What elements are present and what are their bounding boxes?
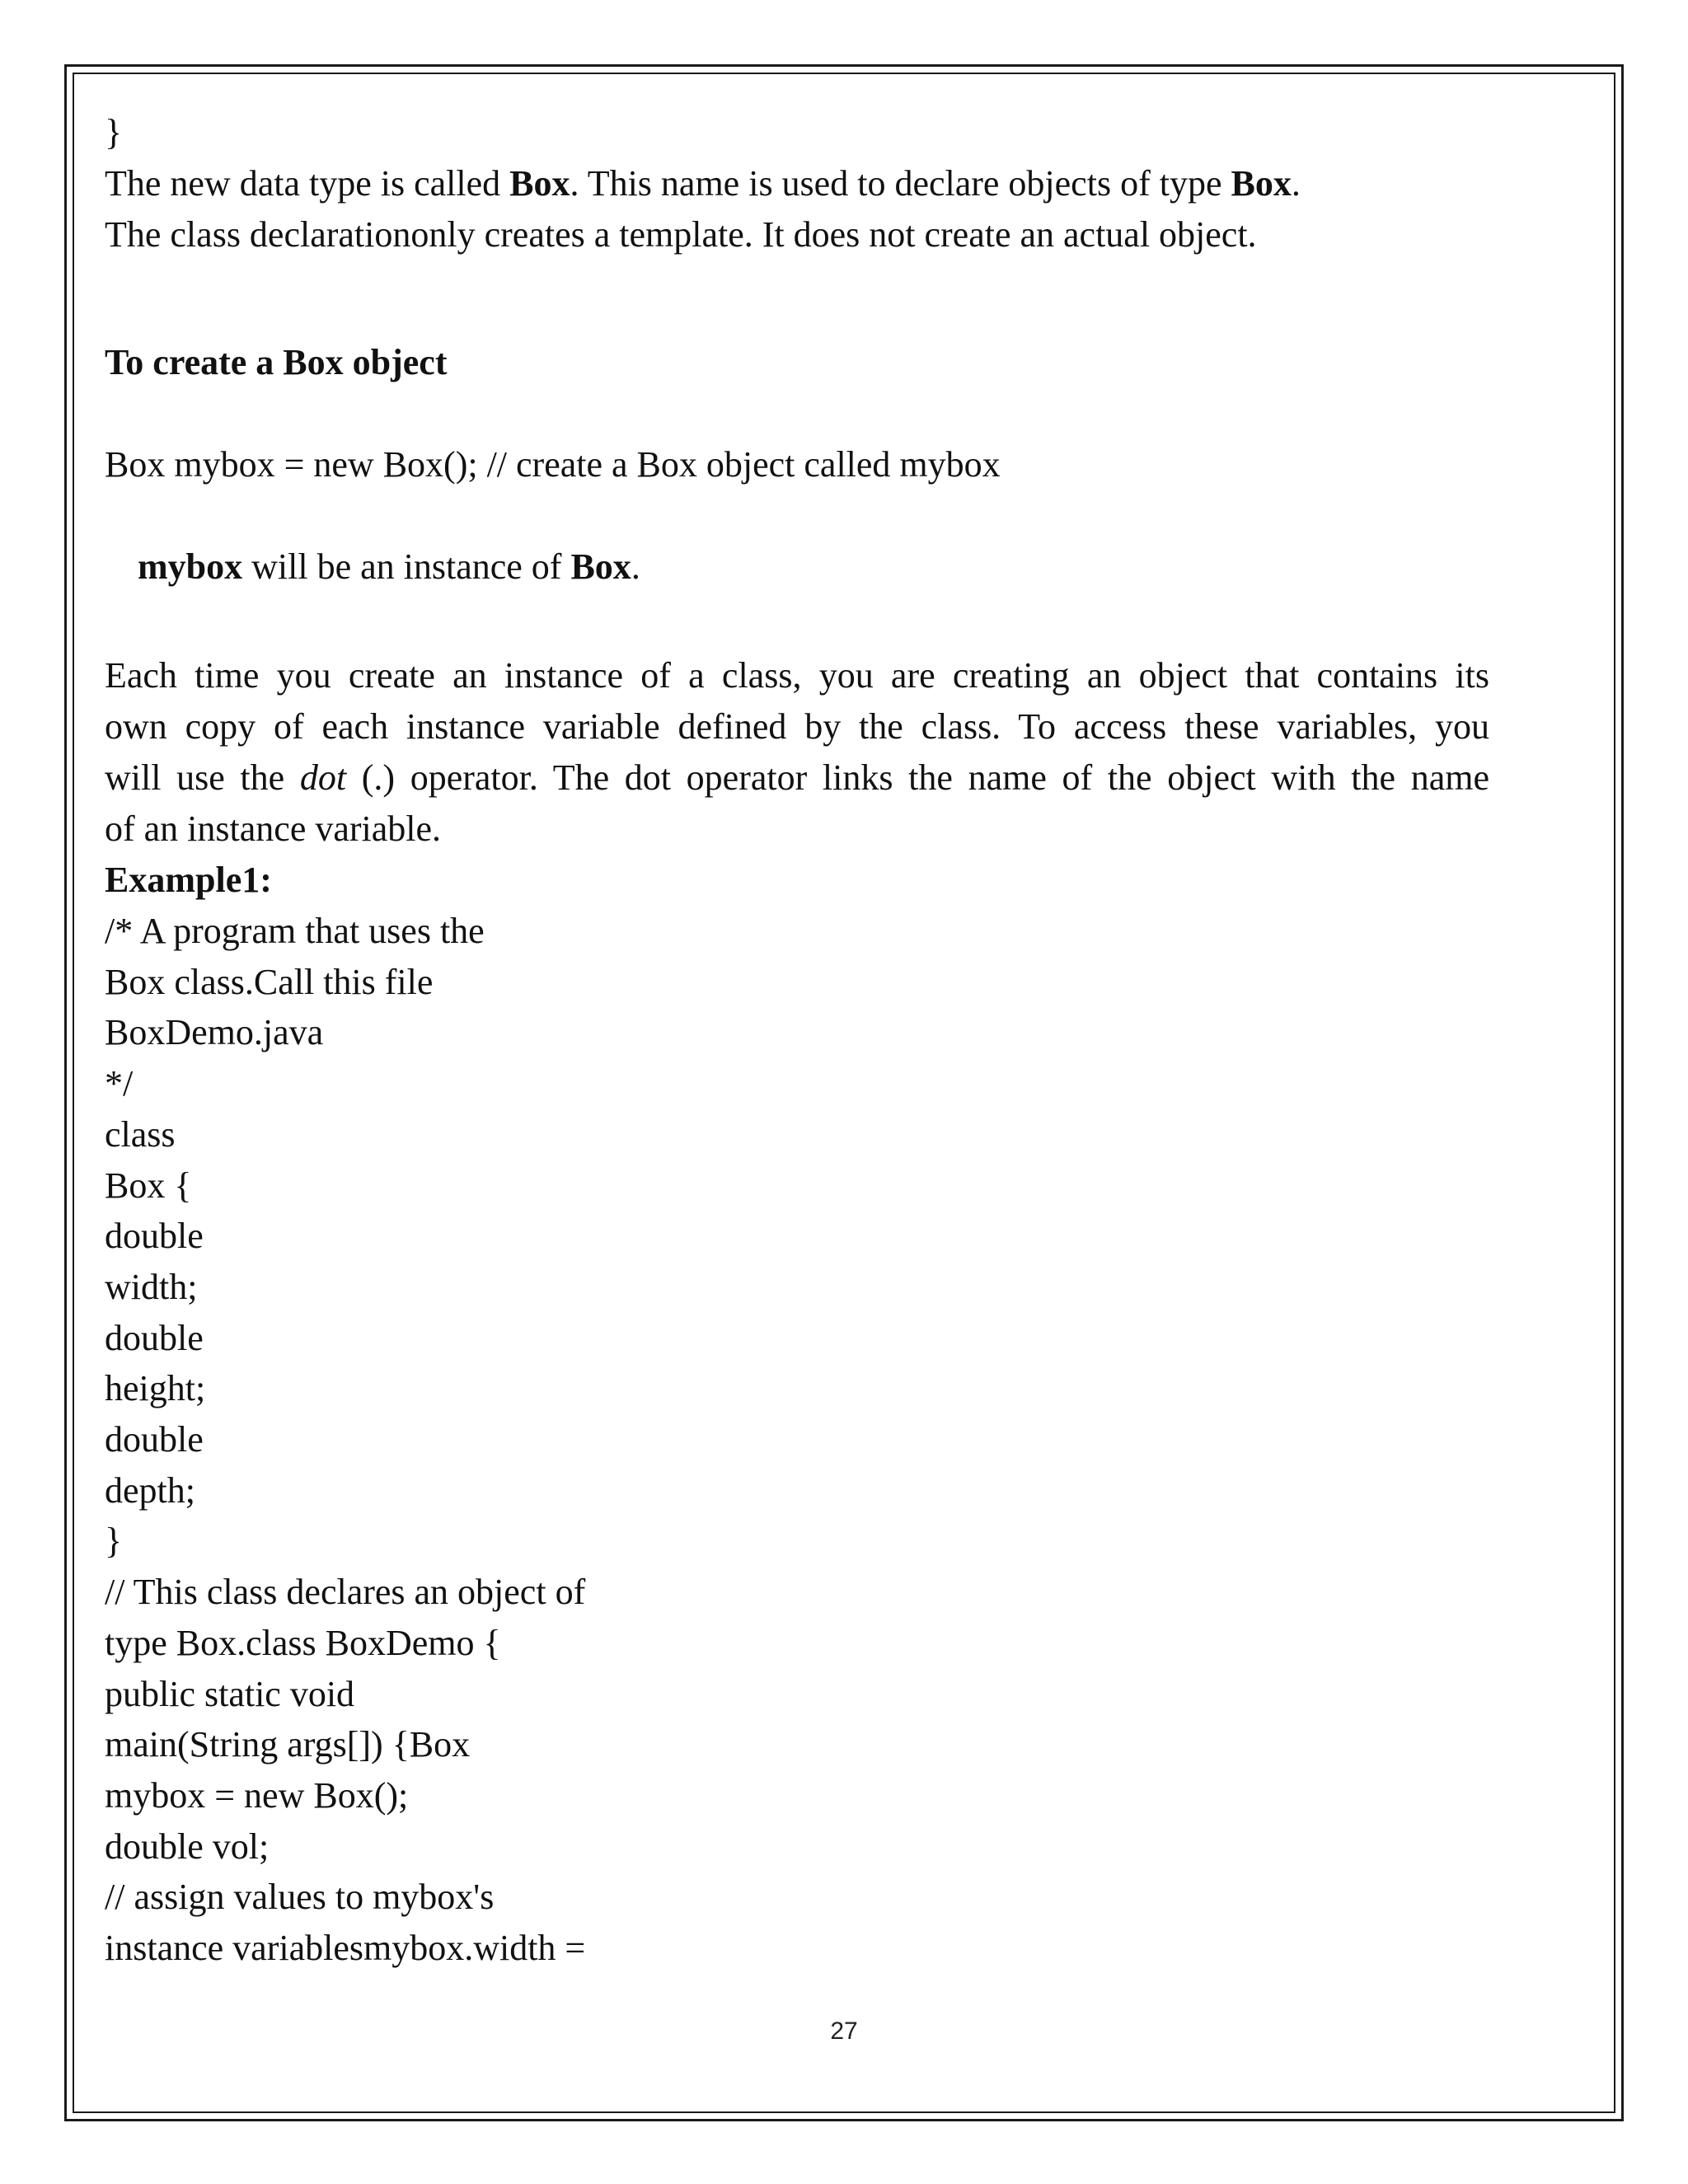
example-heading: Example1: xyxy=(105,860,272,900)
code-line: public static void xyxy=(105,1673,355,1714)
explanation-line-3-c: (.) operator. The dot operator links the name of the object with the name xyxy=(346,757,1489,798)
code-line: depth; xyxy=(105,1469,195,1511)
explanation-line-3 xyxy=(105,752,1489,804)
instance-note-mybox: mybox xyxy=(138,546,243,587)
code-line: width; xyxy=(105,1266,198,1307)
instance-note xyxy=(105,541,1489,593)
spacer xyxy=(105,593,1489,650)
instance-note-text: will be an instance of xyxy=(242,546,571,587)
page-content xyxy=(105,107,1489,1974)
code-line: double xyxy=(105,1317,204,1358)
intro-box-bold-2: Box xyxy=(1231,163,1292,204)
spacer xyxy=(105,490,1489,541)
intro-line-2: The class declarationonly creates a template. It does not create an actual object. xyxy=(105,214,1257,255)
code-line: */ xyxy=(105,1063,134,1104)
explanation-paragraph xyxy=(105,650,1489,855)
intro-text-e: . xyxy=(1291,163,1301,204)
explanation-line-3-a: will use the xyxy=(105,757,300,798)
code-line: double xyxy=(105,1419,204,1460)
code-line: instance variablesmybox.width = xyxy=(105,1928,586,1969)
code-line: } xyxy=(105,1521,123,1562)
spacer xyxy=(105,388,1489,439)
code-line: /* A program that uses the xyxy=(105,911,485,951)
code-line: Box class.Call this file xyxy=(105,961,434,1002)
explanation-line-1: Each time you create an instance of a class, you are creating an object that contains its xyxy=(105,655,1489,696)
instance-note-period: . xyxy=(631,546,640,587)
intro-line-1 xyxy=(105,158,1489,209)
code-block xyxy=(105,906,1489,1974)
code-line: type Box.class BoxDemo { xyxy=(105,1622,501,1663)
code-line: BoxDemo.java xyxy=(105,1012,324,1053)
code-line: class xyxy=(105,1113,176,1155)
intro-text-c: . This name is used to declare objects of type xyxy=(570,163,1231,204)
code-line: height; xyxy=(105,1368,206,1409)
code-line: double vol; xyxy=(105,1825,270,1867)
section-heading-create-box: To create a Box object xyxy=(105,342,448,382)
instance-note-box: Box xyxy=(570,546,631,587)
explanation-line-2: own copy of each instance variable defined by the class. To access these variables, you xyxy=(105,706,1489,747)
code-line: double xyxy=(105,1216,204,1257)
code-line: mybox = new Box(); xyxy=(105,1774,409,1816)
intro-box-bold-1: Box xyxy=(509,163,570,204)
page-number: 27 xyxy=(830,2018,858,2045)
code-line: // This class declares an object of xyxy=(105,1572,586,1613)
explanation-dot-italic: dot xyxy=(299,757,347,798)
closing-brace: } xyxy=(105,112,123,152)
intro-text-a: The new data type is called xyxy=(105,163,510,204)
code-line: Box { xyxy=(105,1165,192,1206)
code-line: // assign values to mybox's xyxy=(105,1877,495,1918)
explanation-line-4: of an instance variable. xyxy=(105,808,442,849)
create-statement: Box mybox = new Box(); // create a Box object called mybox xyxy=(105,444,1001,485)
code-line: main(String args[]) {Box xyxy=(105,1724,471,1765)
spacer xyxy=(105,260,1489,337)
